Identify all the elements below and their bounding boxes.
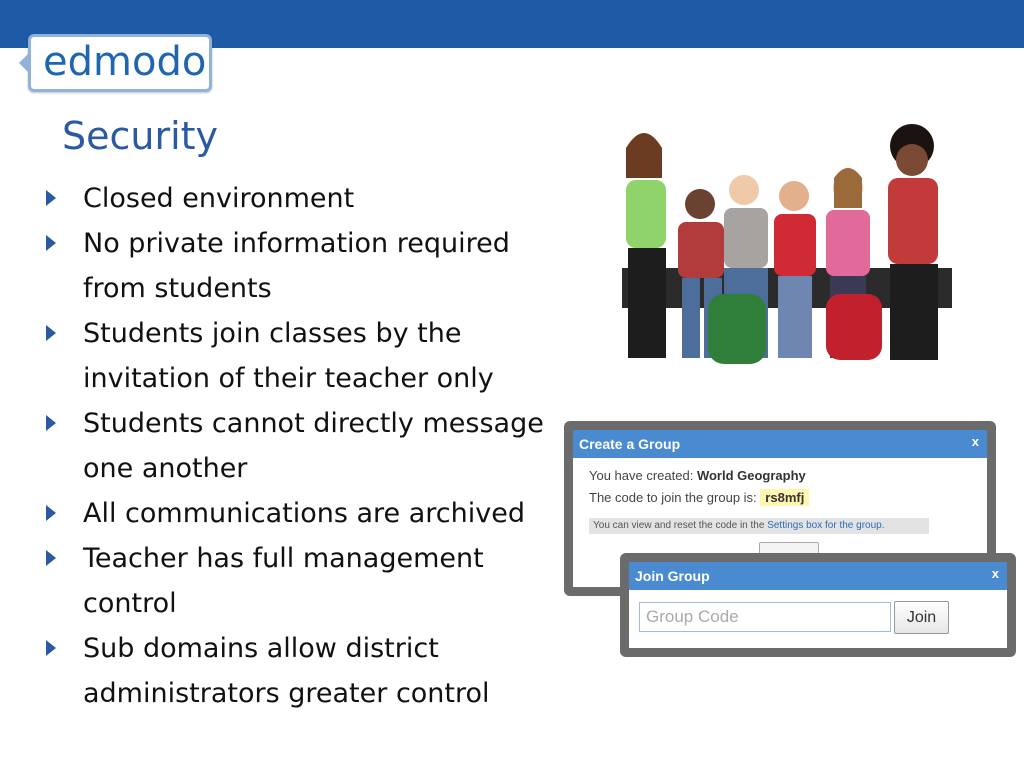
bullet-text: Teacher has full management control: [83, 543, 484, 619]
join-button[interactable]: Join: [894, 601, 949, 634]
created-label: You have created:: [589, 468, 694, 483]
join-group-dialog-body: [629, 562, 1007, 648]
bullet-arrow-icon: [46, 640, 56, 656]
create-group-dialog-header: [573, 430, 987, 458]
bullet-arrow-icon: [46, 190, 56, 206]
created-line: [589, 468, 806, 483]
logo-text: edmodo: [43, 39, 207, 85]
group-code-input[interactable]: [639, 602, 891, 632]
bullet-item: [46, 176, 566, 221]
bullet-arrow-icon: [46, 325, 56, 341]
bullet-arrow-icon: [46, 415, 56, 431]
person-girl-red: [774, 181, 816, 358]
bullet-text: Students cannot directly message one another: [83, 408, 544, 484]
students-photo: [612, 118, 964, 380]
dialog-title: Join Group: [635, 568, 710, 584]
dialog-title: Create a Group: [579, 436, 681, 452]
join-group-dialog: [620, 553, 1016, 657]
bullet-text: All communications are archived: [83, 498, 525, 529]
close-icon[interactable]: x: [991, 566, 999, 581]
bullet-item: [46, 626, 566, 716]
bullet-item: [46, 491, 566, 536]
backpack-green: [708, 294, 766, 364]
edmodo-logo: [28, 34, 212, 92]
bullet-text: No private information required from students: [83, 228, 510, 304]
bullet-item: [46, 311, 566, 401]
note-prefix: You can view and reset the code in the: [593, 520, 765, 531]
logo-notch: [19, 51, 31, 75]
bullet-arrow-icon: [46, 550, 56, 566]
group-code-badge: rs8mfj: [760, 489, 809, 506]
close-icon[interactable]: x: [971, 434, 979, 449]
person-teacher-right: [888, 124, 938, 360]
join-group-dialog-header: [629, 562, 1007, 590]
code-line: [589, 490, 809, 505]
page-title: Security: [62, 114, 219, 158]
bullet-item: [46, 536, 566, 626]
backpack-red: [826, 294, 882, 360]
bullet-text: Sub domains allow district administrators greater control: [83, 633, 490, 709]
bullet-item: [46, 221, 566, 311]
bullet-arrow-icon: [46, 505, 56, 521]
bullet-item: [46, 401, 566, 491]
bullet-list: [46, 176, 566, 716]
person-teacher-left: [626, 133, 666, 358]
bullet-text: Students join classes by the invitation of their teacher only: [83, 318, 494, 394]
settings-link[interactable]: Settings box for the group.: [767, 520, 885, 531]
code-label: The code to join the group is:: [589, 490, 757, 505]
settings-note: [589, 518, 929, 534]
bullet-text: Closed environment: [83, 183, 355, 214]
group-name: World Geography: [696, 468, 806, 483]
bullet-arrow-icon: [46, 235, 56, 251]
